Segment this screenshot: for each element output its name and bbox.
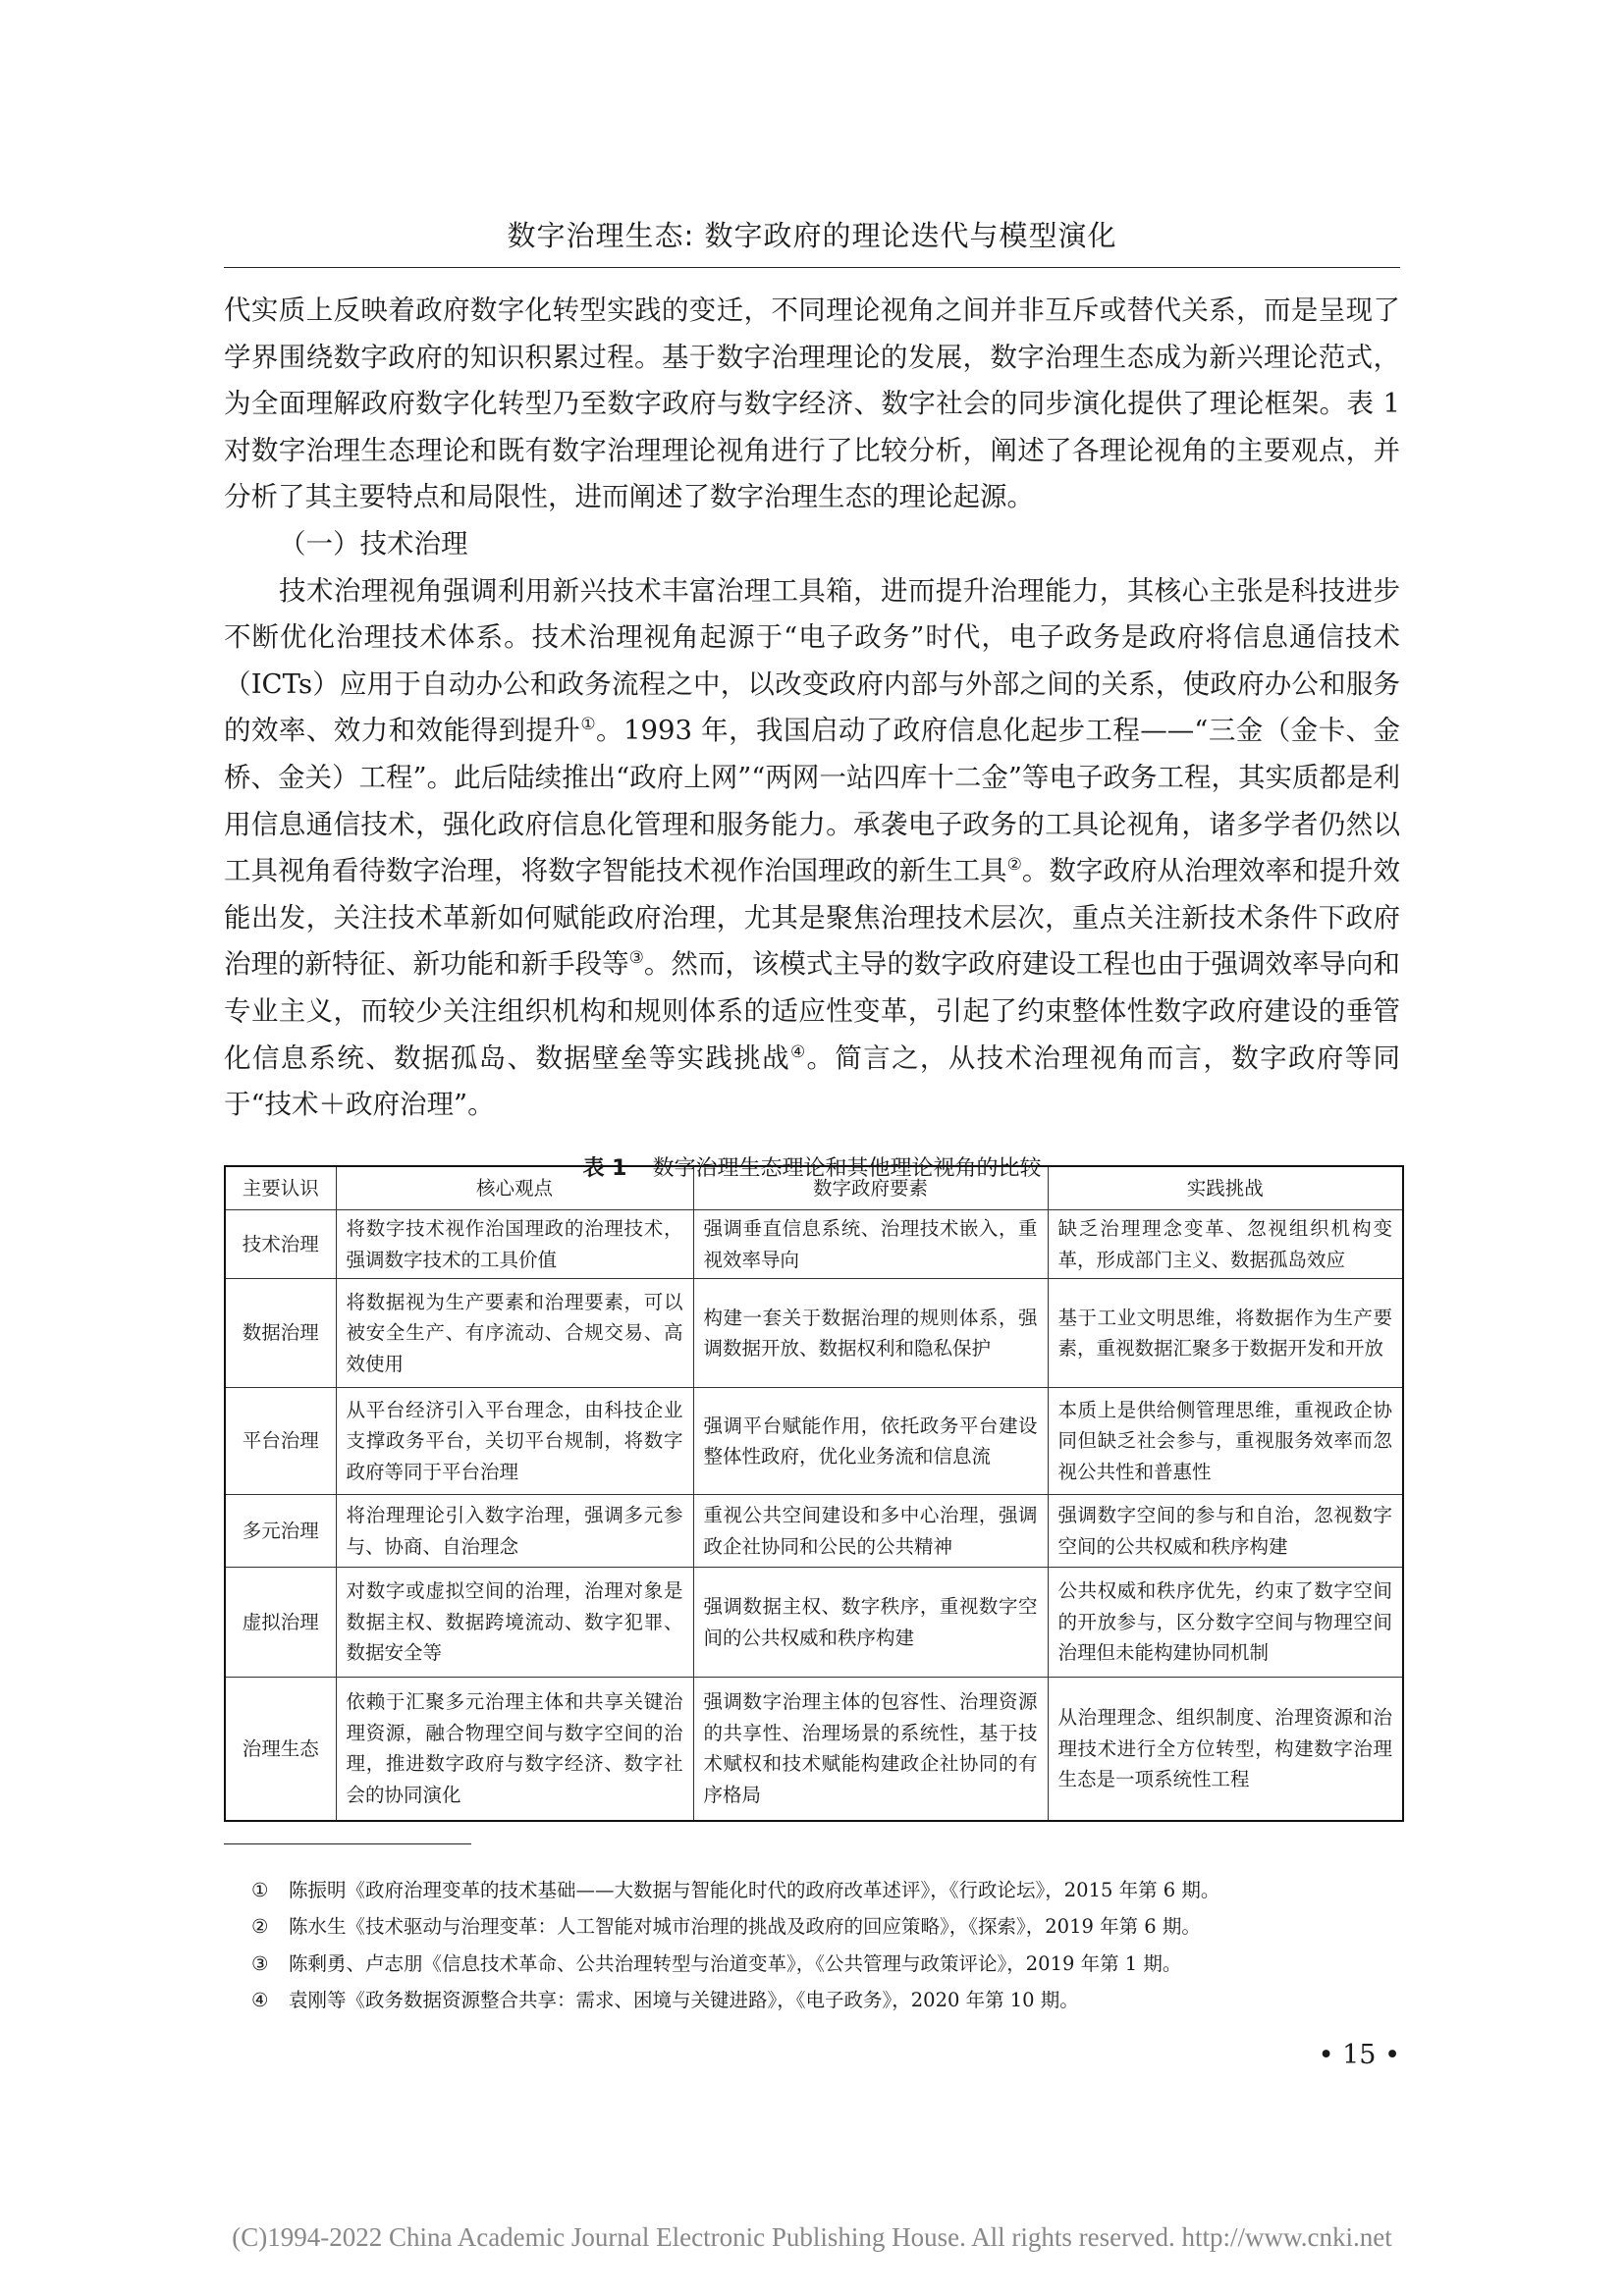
table-cell: 从治理理念、组织制度、治理资源和治理技术进行全方位转型，构建数字治理生态是一项系统性工程 [1048,1678,1403,1821]
footnote-ref-3[interactable]: ③ [628,948,644,969]
footnote-mark: ② [251,1915,269,1939]
footnote [251,1946,1400,1982]
footnote [251,1872,1400,1908]
table-cell: 将数字技术视作治国理政的治理技术，强调数字技术的工具价值 [336,1210,693,1279]
table-cell: 对数字或虚拟空间的治理，治理对象是数据主权、数据跨境流动、数字犯罪、数据安全等 [336,1568,693,1678]
table-cell: 本质上是供给侧管理思维，重视政企协同但缺乏社会参与，重视服务效率而忽视公共性和普惠性 [1048,1388,1403,1495]
paragraph-2-text: 。然而，该模式主导的数字政府建设工程也由于强调效率导向和专业主义，而较少关注组织机构和规则体系的适应性变革，引起了约束整体性数字政府建设的垂管化信息系统、数据孤岛、数据壁垒等实践挑战 [224,948,1400,1074]
table-cell: 强调数据主权、数字秩序，重视数字空间的公共权威和秩序构建 [693,1568,1048,1678]
paragraph-2-text: 技术治理视角强调利用新兴技术丰富治理工具箱，进而提升治理能力，其核心主张是科技进步不断优化治理技术体系。技术治理视角起源于“电子政务”时代，电子政务是政府将信息通信技术（ICTs）应用于自动办公和政务流程之中，以改变政府内部与外部之间的关系，使政府办公和服务的效率、效力和效能得到提升 [224,574,1400,747]
table-header-row [225,1166,1403,1210]
footnote [251,1982,1400,2018]
footnote-text: 陈水生《技术驱动与治理变革：人工智能对城市治理的挑战及政府的回应策略》，《探索》，2019 年第 6 期。 [289,1915,1201,1939]
table-cell: 公共权威和秩序优先，约束了数字空间的开放参与，区分数字空间与物理空间治理但未能构建协同机制 [1048,1568,1403,1678]
paragraph-1: 代实质上反映着政府数字化转型实践的变迁，不同理论视角之间并非互斥或替代关系，而是呈现了学界围绕数字政府的知识积累过程。基于数字治理理论的发展，数字治理生态成为新兴理论范式，为全面理解政府数字化转型乃至数字政府与数字经济、数字社会的同步演化提供了理论框架。表 1 对数字治理生态理论和既有数字治理理论视角进行了比较分析，阐述了各理论视角的主要观点，并分析了其主要特点和局限性，进而阐述了数字治理生态的理论起源。 [224,294,1400,513]
body-text [224,288,1400,1129]
paragraph-2-text: 。1993 年，我国启动了政府信息化起步工程——“三金（金卡、金桥、金关）工程”。此后陆续推出“政府上网”“两网一站四库十二金”等电子政务工程，其实质都是利用信息通信技术，强化政府信息化管理和服务能力。承袭电子政务的工具论视角，诸多学者仍然以工具视角看待数字治理，将数字智能技术视作治国理政的新生工具 [224,715,1401,887]
table-row [225,1279,1403,1388]
footnote-mark: ④ [251,1988,269,2011]
row-header: 数据治理 [225,1279,336,1388]
row-header: 治理生态 [225,1678,336,1821]
page-number: • 15 • [1318,2040,1400,2070]
table-cell: 缺乏治理理念变革、忽视组织机构变革，形成部门主义、数据孤岛效应 [1048,1210,1403,1279]
table-cell: 依赖于汇聚多元治理主体和共享关键治理资源，融合物理空间与数字空间的治理，推进数字政府与数字经济、数字社会的协同演化 [336,1678,693,1821]
footnote [251,1908,1400,1945]
column-header: 核心观点 [336,1166,693,1210]
row-header: 多元治理 [225,1495,336,1568]
copyright-watermark: (C)1994-2022 China Academic Journal Electronic Publishing House. All rights reserved. http://www.cnki.net [232,2222,1392,2252]
table-cell: 构建一套关于数据治理的规则体系，强调数据开放、数据权利和隐私保护 [693,1279,1048,1388]
table-cell: 基于工业文明思维，将数据作为生产要素，重视数据汇聚多于数据开发和开放 [1048,1279,1403,1388]
paragraph-2-text: 。简言之，从技术治理视角而言，数字政府等同于“技术＋政府治理”。 [224,1041,1400,1121]
table-cell: 强调数字治理主体的包容性、治理资源的共享性、治理场景的系统性，基于技术赋权和技术赋能构建政企社协同的有序格局 [693,1678,1048,1821]
footnote-mark: ① [251,1879,269,1901]
table-cell: 强调垂直信息系统、治理技术嵌入，重视效率导向 [693,1210,1048,1279]
header-rule [224,267,1400,268]
table-cell: 将治理理论引入数字治理，强调多元参与、协商、自治理念 [336,1495,693,1568]
table-row [225,1568,1403,1678]
footnotes [251,1872,1400,2018]
row-header: 技术治理 [225,1210,336,1279]
table-caption-number: 表 1 [582,1156,627,1181]
column-header: 数字政府要素 [693,1166,1048,1210]
column-header: 实践挑战 [1048,1166,1403,1210]
table-row [225,1210,1403,1279]
row-header: 平台治理 [225,1388,336,1495]
running-title: 数字治理生态: 数字政府的理论迭代与模型演化 [507,219,1117,252]
table-row [225,1495,1403,1568]
row-header: 虚拟治理 [225,1568,336,1678]
table-row [225,1678,1403,1821]
table-cell: 强调数字空间的参与和自治，忽视数字空间的公共权威和秩序构建 [1048,1495,1403,1568]
table-cell: 重视公共空间建设和多中心治理，强调政企社协同和公民的公共精神 [693,1495,1048,1568]
section-heading: （一）技术治理 [279,527,468,560]
comparison-table [224,1165,1404,1822]
paragraph-2 [224,568,1400,1129]
footnote-text: 袁刚等《政务数据资源整合共享：需求、困境与关键进路》，《电子政务》，2020 年第 10 期。 [289,1988,1079,2011]
footnote-text: 陈剩勇、卢志朋《信息技术革命、公共治理转型与治道变革》，《公共管理与政策评论》，2019 年第 1 期。 [289,1951,1182,1975]
table-row [225,1388,1403,1495]
footnote-ref-1[interactable]: ① [580,715,597,735]
table-cell: 强调平台赋能作用，依托政务平台建设整体性政府，优化业务流和信息流 [693,1388,1048,1495]
footnote-rule [224,1843,471,1844]
paragraph-2-text: 。数字政府从治理效率和提升效能出发，关注技术革新如何赋能政府治理，尤其是聚焦治理技术层次，重点关注新技术条件下政府治理的新特征、新功能和新手段等 [224,855,1400,981]
footnote-mark: ③ [251,1951,269,1975]
footnote-text: 陈振明《政府治理变革的技术基础——大数据与智能化时代的政府改革述评》，《行政论坛》，2015 年第 6 期。 [289,1879,1220,1901]
table-caption-title: 数字治理生态理论和其他理论视角的比较 [652,1156,1042,1181]
column-header: 主要认识 [225,1166,336,1210]
footnote-ref-4[interactable]: ④ [789,1041,807,1062]
table-cell: 将数据视为生产要素和治理要素，可以被安全生产、有序流动、合规交易、高效使用 [336,1279,693,1388]
table-cell: 从平台经济引入平台理念，由科技企业支撑政务平台，关切平台规制，将数字政府等同于平台治理 [336,1388,693,1495]
footnote-ref-2[interactable]: ② [1006,854,1022,875]
